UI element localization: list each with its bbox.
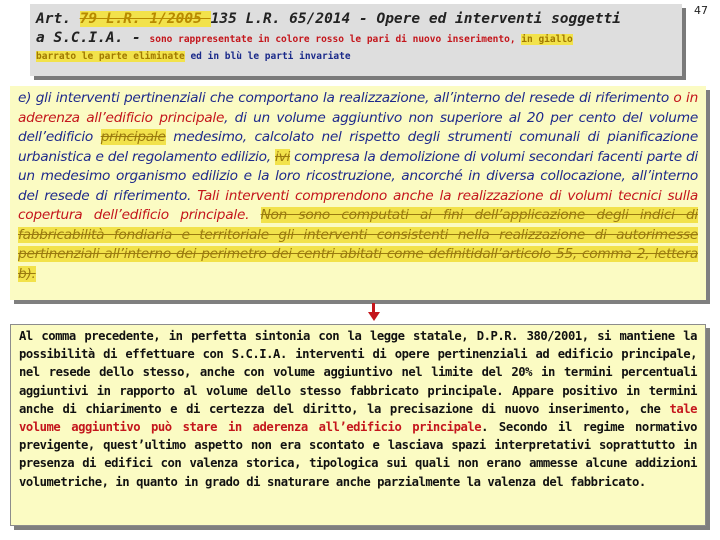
title-struck-law: 79 L.R. 1/2005	[79, 11, 211, 27]
title-box	[30, 4, 682, 76]
comment-text	[19, 327, 697, 491]
page-number: 47	[694, 4, 708, 17]
title-line2	[36, 29, 674, 49]
law-text-part: compresa la demolizione di volumi secondari facenti parte di un medesimo organismo edilizio e la loro ricostruzione, ancorché in diversa collocazione, all’interno del resede di riferimento.	[18, 148, 698, 204]
law-text-deleted: ivi	[275, 148, 291, 165]
page-title	[36, 10, 674, 29]
legend-yellow: in giallo	[521, 34, 573, 45]
law-text-inserted: o in aderenza all’edificio principale	[18, 90, 698, 126]
comment-box	[10, 324, 706, 526]
law-text-box	[10, 86, 706, 300]
law-text-part: e) gli interventi pertinenziali che comportano la realizzazione, all’interno del resede di riferimento	[18, 90, 674, 106]
legend-blue: ed in blù le parti invariate	[184, 51, 351, 62]
law-text-part: , di un volume aggiuntivo non superiore al 20 per cento del volume dell’edificio	[18, 109, 698, 145]
law-text-deleted: Non sono computati ai fini dell’applicazione degli indici di fabbricabilità fondiaria e territoriale gli interventi consistenti nella realizzazione di autorimesse pertinenziali all’interno dei perimetro dei centri abitati come definitidall’articolo 55, comma 2, lettera b).	[18, 207, 698, 282]
title-line2-main: a S.C.I.A. -	[36, 30, 150, 46]
comment-highlight: tale volume aggiuntivo può stare in aderenza all’edificio principale	[19, 401, 697, 435]
law-text	[18, 89, 698, 284]
law-text-deleted: principale	[100, 129, 166, 145]
legend-red: sono rappresentate in colore rosso le pari di nuovo inserimento,	[149, 34, 522, 45]
comment-part: . Secondo il regime normativo previgente, quest’ultimo aspetto non era scontato e lasciava spazi interpretativi soprattutto in presenza di edifici con valenza storica, tipologica sui quali non erano ammesse alcune addizioni volumetriche, in quanto in grado di snaturare anche parzialmente la valenza del fabbricato.	[19, 420, 697, 489]
title-prefix: Art.	[36, 11, 80, 27]
law-text-inserted: Tali interventi comprendono anche la realizzazione di volumi tecnici sulla copertura dell’edificio principale.	[18, 187, 698, 223]
title-rest: 135 L.R. 65/2014 - Opere ed interventi soggetti	[210, 11, 621, 27]
legend-struck: barrato le parte eliminate	[36, 51, 185, 62]
law-text-part: medesimo, calcolato nel rispetto degli strumenti comunali di pianificazione urbanistica e del regolamento edilizio,	[18, 129, 698, 165]
comment-part: Al comma precedente, in perfetta sintonia con la legge statale, D.P.R. 380/2001, si mantiene la possibilità di effettuare con S.C.I.A. interventi di opere pertinenziali ad edificio principale, nel resede dello stesso, anche con volume aggiuntivo nel limite del 20% in termini percentuali aggiuntivi in rapporto al volume dello stesso fabbricato principale. Appare positivo in termini anche di chiarimento e di certezza del diritto, la precisazione di nuovo inserimento, che	[19, 329, 697, 416]
red-down-arrow-icon	[368, 303, 380, 321]
title-line3	[36, 49, 674, 65]
